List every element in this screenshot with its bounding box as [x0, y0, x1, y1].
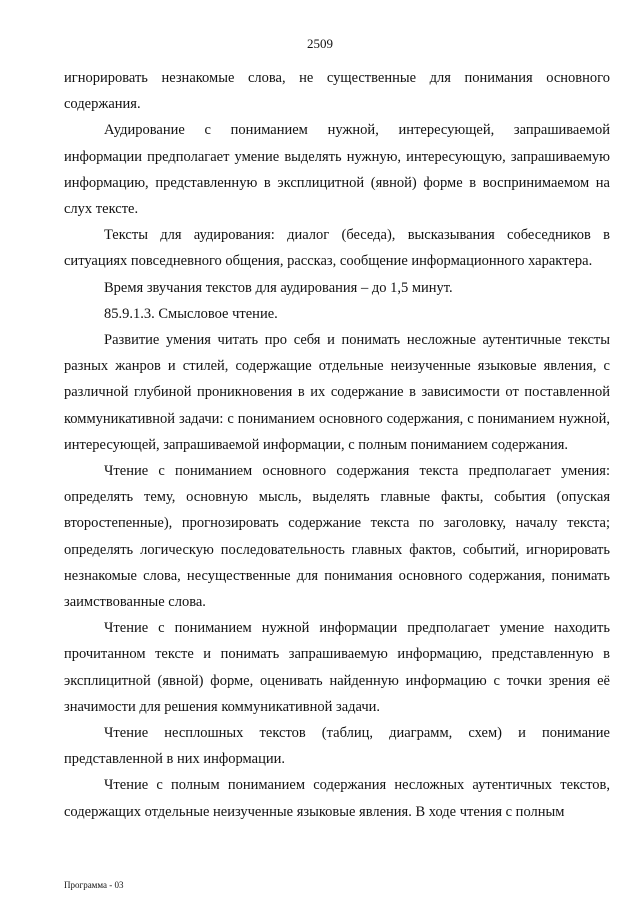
- paragraph-listening-info: Аудирование с пониманием нужной, интересующей, запрашиваемой информации предполагает умение выделять нужную, интересующую, запрашиваемую информацию, представленную в эксплицитной (явной) форме в воспринимаемом на слух тексте.: [64, 122, 610, 218]
- paragraph-listening-time: Время звучания текстов для аудирования – до 1,5 минут.: [104, 279, 453, 296]
- body-text: [64, 65, 610, 825]
- paragraph-continuation: игнорировать незнакомые слова, не существенные для понимания основного содержания.: [64, 70, 610, 113]
- page-number: 2509: [307, 36, 333, 51]
- paragraph-reading-noncontinuous: Чтение несплошных текстов (таблиц, диаграмм, схем) и понимание представленной в них информации.: [64, 725, 610, 768]
- paragraph-reading-full: Чтение с полным пониманием содержания несложных аутентичных текстов, содержащих отдельные неизученные языковые явления. В ходе чтения с полным: [64, 777, 610, 820]
- section-heading: 85.9.1.3. Смысловое чтение.: [104, 305, 278, 322]
- paragraph-reading-main-content: Чтение с пониманием основного содержания текста предполагает умения: определять тему, основную мысль, выделять главные факты, события (опуская второстепенные), прогнозировать содержание текста по заголовку, началу текста; определять логическую последовательность главных фактов, событий, игнорировать незнакомые слова, несущественные для понимания основного содержания, понимать заимствованные слова.: [64, 463, 610, 611]
- paragraph-reading-needed-info: Чтение с пониманием нужной информации предполагает умение находить прочитанном тексте и понимать запрашиваемую информацию, представленную в эксплицитной (явной) форме, оценивать найденную информацию с точки зрения её значимости для решения коммуникативной задачи.: [64, 620, 610, 715]
- paragraph-reading-development: Развитие умения читать про себя и понимать несложные аутентичные тексты разных жанров и стилей, содержащие отдельные неизученные языковые явления, с различной глубиной проникновения в их содержание в зависимости от поставленной коммуникативной задачи: с пониманием основного содержания, с пониманием нужной, интересующей, запрашиваемой информации, с полным пониманием содержания.: [64, 332, 610, 453]
- footer-label: Программа - 03: [64, 880, 124, 890]
- paragraph-listening-texts: Тексты для аудирования: диалог (беседа), высказывания собеседников в ситуациях повседневного общения, рассказ, сообщение информационного характера.: [64, 227, 610, 270]
